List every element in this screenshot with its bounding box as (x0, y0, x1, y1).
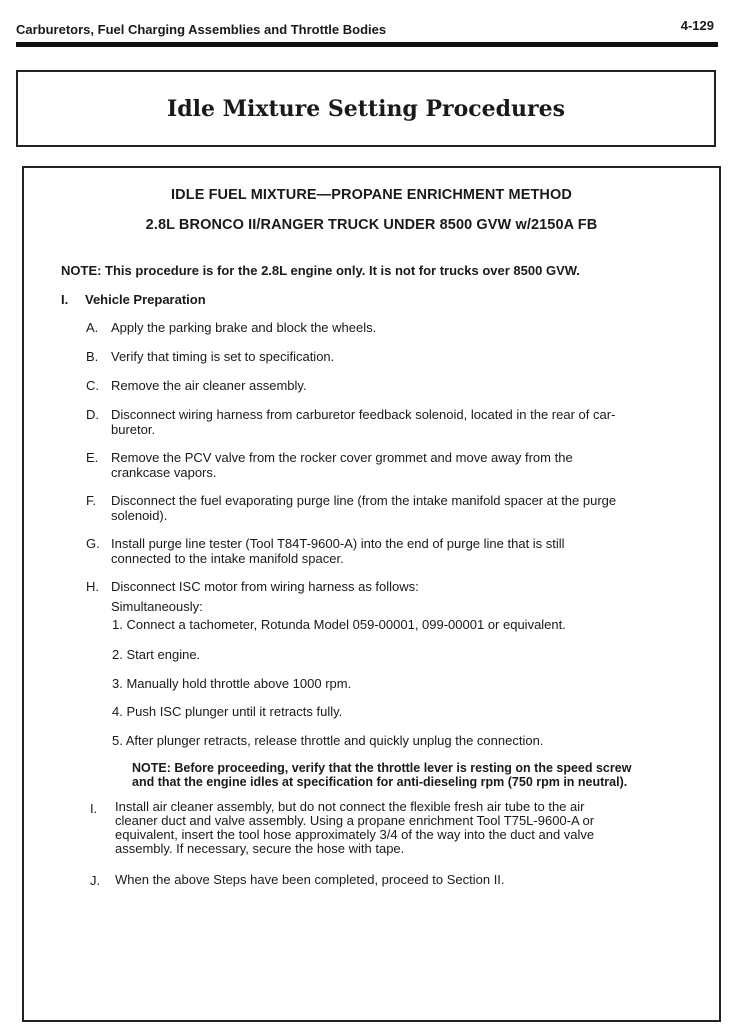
substep-text: 4. Push ISC plunger until it retracts fully. (112, 704, 343, 719)
step-marker: E. (86, 450, 99, 465)
step-text: Disconnect wiring harness from carburetor feedback solenoid, located in the rear of car- (111, 407, 616, 422)
step-text: crankcase vapors. (111, 465, 217, 480)
step-marker: B. (86, 349, 99, 364)
step-text: assembly. If necessary, secure the hose with tape. (115, 841, 405, 856)
step-text: Install purge line tester (Tool T84T-9600-A) into the end of purge line that is still (111, 536, 565, 551)
substep-text: 2. Start engine. (112, 647, 201, 662)
step-marker: A. (86, 320, 99, 335)
step-text: Disconnect ISC motor from wiring harness as follows: (111, 579, 419, 594)
throttle-note: NOTE: Before proceeding, verify that the throttle lever is resting on the speed screw (132, 761, 632, 775)
simultaneously-label: Simultaneously: (111, 599, 203, 614)
step-text: connected to the intake manifold spacer. (111, 551, 344, 566)
step-text: buretor. (111, 422, 156, 437)
step-marker: H. (86, 579, 99, 594)
throttle-note: and that the engine idles at specification for anti-dieseling rpm (750 rpm in neutral). (132, 775, 628, 789)
step-marker: F. (86, 493, 97, 508)
step-marker: I. (90, 801, 98, 816)
step-marker: G. (86, 536, 100, 551)
page-number: 4-129 (680, 18, 714, 33)
procedure-subheading: 2.8L BRONCO II/RANGER TRUCK UNDER 8500 GVW w/2150A FB (145, 217, 598, 233)
step-marker: C. (86, 378, 99, 393)
step-text: equivalent, insert the tool hose approximately 3/4 of the way into the duct and valve (115, 827, 595, 842)
substep-text: 3. Manually hold throttle above 1000 rpm. (112, 676, 352, 691)
step-text: Install air cleaner assembly, but do not connect the flexible fresh air tube to the air (115, 799, 585, 814)
step-text: cleaner duct and valve assembly. Using a propane enrichment Tool T75L-9600-A or (115, 813, 595, 828)
section-title: Vehicle Preparation (85, 292, 206, 307)
step-text: When the above Steps have been completed, proceed to Section II. (115, 872, 505, 887)
section-marker: I. (61, 292, 69, 307)
procedure-box (22, 166, 721, 1022)
substep-text: 5. After plunger retracts, release throttle and quickly unplug the connection. (112, 733, 544, 748)
step-text: Remove the PCV valve from the rocker cover grommet and move away from the (111, 450, 573, 465)
step-text: Disconnect the fuel evaporating purge line (from the intake manifold spacer at the purge (111, 493, 617, 508)
step-marker: J. (90, 873, 101, 888)
step-text: Remove the air cleaner assembly. (111, 378, 307, 393)
engine-note: NOTE: This procedure is for the 2.8L engine only. It is not for trucks over 8500 GVW. (61, 263, 580, 278)
title-box (16, 70, 716, 147)
page-title: Idle Mixture Setting Procedures (166, 96, 566, 122)
substep-text: 1. Connect a tachometer, Rotunda Model 059-00001, 099-00001 or equivalent. (112, 617, 566, 632)
header-title: Carburetors, Fuel Charging Assemblies and Throttle Bodies (16, 22, 387, 37)
step-text: solenoid). (111, 508, 168, 523)
step-text: Apply the parking brake and block the wheels. (111, 320, 377, 335)
running-header (16, 14, 718, 47)
procedure-heading: IDLE FUEL MIXTURE—PROPANE ENRICHMENT METHOD (171, 187, 572, 203)
step-marker: D. (86, 407, 99, 422)
step-text: Verify that timing is set to specification. (111, 349, 335, 364)
